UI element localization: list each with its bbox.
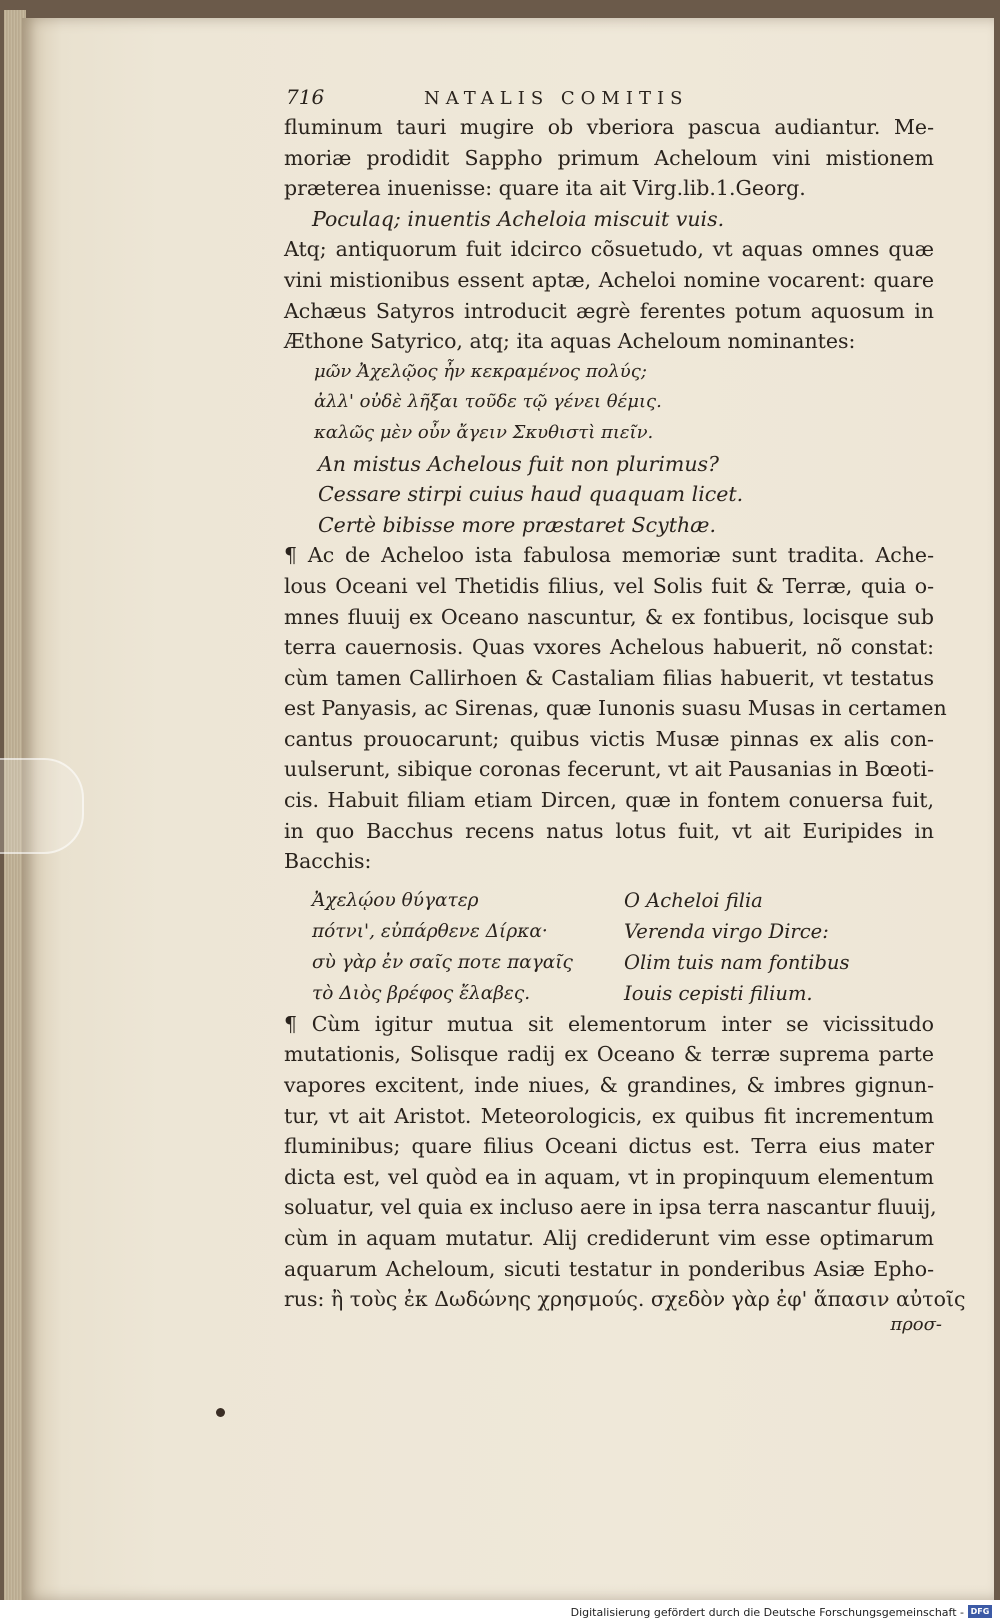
text-line: Atq; antiquorum fuit idcirco cõsuetudo, vt aquas omnes quæ xyxy=(284,237,934,262)
greek-line: μῶν Ἀχελῷος ἦν κεκραμένος πολύς; xyxy=(314,360,647,382)
latin-column xyxy=(624,885,944,1009)
latin-verse-1 xyxy=(284,449,934,541)
text-line: in quo Bacchus recens natus lotus fuit, vt ait Euripides in xyxy=(284,818,934,843)
digitization-footer xyxy=(0,1600,1000,1624)
latin-line: Olim tuis nam fontibus xyxy=(624,950,850,974)
page-header xyxy=(284,78,934,112)
verse-line: Certè bibisse more præstaret Scythæ. xyxy=(318,512,716,537)
text-line: est Panyasis, ac Sirenas, quæ Iunonis suasu Musas in certamen xyxy=(284,696,947,721)
text-line: cis. Habuit filiam etiam Dircen, quæ in fontem conuersa fuit, xyxy=(284,788,934,813)
bilingual-verse xyxy=(284,885,934,1009)
dfg-logo: DFG xyxy=(968,1605,992,1618)
latin-line: O Acheloi filia xyxy=(624,888,763,912)
text-line: Achæus Satyros introducit ægrè ferentes potum aquosum in xyxy=(284,298,934,323)
page-clip xyxy=(0,758,84,854)
paragraph-2 xyxy=(284,234,934,356)
text-line: cùm tamen Callirhoen & Castaliam filias habuerit, vt testatus xyxy=(284,665,934,690)
text-line: vapores excitent, inde niues, & grandines, & imbres gignun- xyxy=(284,1073,934,1098)
text-line: dicta est, vel quòd ea in aquam, vt in propinquum elementum xyxy=(284,1164,934,1189)
text-line: Æthone Satyrico, atq; ita aquas Acheloum nominantes: xyxy=(284,329,856,354)
text-line: mutationis, Solisque radij ex Oceano & terræ suprema parte xyxy=(284,1042,934,1067)
verse-line: An mistus Achelous fuit non plurimus? xyxy=(318,451,720,476)
greek-line: καλῶς μὲν οὖν ἄγειν Σκυθιστὶ πιεῖν. xyxy=(314,421,654,443)
text-line: Bacchis: xyxy=(284,849,372,874)
folio-number: 716 xyxy=(286,85,325,109)
text-line: rus: ἢ τοὺς ἐκ Δωδώνης χρησμούς. σχεδὸν γὰρ ἐφ' ἅπασιν αὐτοῖς xyxy=(284,1287,966,1312)
latin-line: Iouis cepisti filium. xyxy=(624,981,813,1005)
text-line: ¶ Ac de Acheloo ista fabulosa memoriæ sunt tradita. Ache- xyxy=(284,543,934,568)
text-line: tur, vt ait Aristot. Meteorologicis, ex quibus fit incrementum xyxy=(284,1103,934,1128)
greek-column xyxy=(312,885,612,1009)
verse-line: Cessare stirpi cuius haud quaquam licet. xyxy=(318,482,744,507)
text-line: uulserunt, sibique coronas fecerunt, vt ait Pausanias in Bœoti- xyxy=(284,757,934,782)
text-line: soluatur, vel quia ex incluso aere in ipsa terra nascantur fluuij, xyxy=(284,1195,937,1220)
paragraph-1 xyxy=(284,112,934,204)
catchword-tail: προσ- xyxy=(890,1314,942,1335)
latin-line: Verenda virgo Dirce: xyxy=(624,919,829,943)
greek-line: ἀλλ' οὐδὲ λῆξαι τοῦδε τῷ γένει θέμις. xyxy=(314,391,662,413)
running-title: NATALIS COMITIS xyxy=(424,88,689,109)
text-line: lous Oceani vel Thetidis filius, vel Solis fuit & Terræ, quia o- xyxy=(284,573,934,598)
paragraph-4 xyxy=(284,1009,966,1315)
greek-line: πότνι', εὐπάρθενε Δίρκα· xyxy=(312,920,548,942)
text-line: terra cauernosis. Quas vxores Achelous habuerit, nõ constat: xyxy=(284,635,934,660)
text-line: fluminum tauri mugire ob vberiora pascua audiantur. Me- xyxy=(284,115,934,139)
text-line: fluminibus; quare filius Oceani dictus est. Terra eius mater xyxy=(284,1134,934,1159)
text-line: vini mistionibus essent aptæ, Acheloi nomine vocarent: quare xyxy=(284,267,934,292)
footer-credit: Digitalisierung gefördert durch die Deutsche Forschungsgemeinschaft - xyxy=(570,1606,964,1619)
text-line: mnes fluuij ex Oceano nascuntur, & ex fontibus, locisque sub xyxy=(284,604,934,629)
text-line: cantus prouocarunt; quibus victis Musæ pinnas ex alis con- xyxy=(284,726,934,751)
greek-verse-1 xyxy=(284,357,934,449)
text-line: præterea inuenisse: quare ita ait Virg.lib.1.Georg. xyxy=(284,176,806,201)
greek-line: σὺ γὰρ ἐν σαῖς ποτε παγαῖς xyxy=(312,951,573,973)
virgil-quote: Poculaq; inuentis Acheloia miscuit vuis. xyxy=(312,206,725,231)
page-text xyxy=(284,78,966,1315)
greek-line: Ἀχελῴου θύγατερ xyxy=(312,889,479,911)
text-line: cùm in aquam mutatur. Alij crediderunt vim esse optimarum xyxy=(284,1226,934,1250)
text-line: ¶ Cùm igitur mutua sit elementorum inter se vicissitudo xyxy=(284,1011,934,1036)
greek-line: τὸ Διὸς βρέφος ἔλαβες. xyxy=(312,982,531,1004)
text-line: aquarum Acheloum, sicuti testatur in ponderibus Asiæ Epho- xyxy=(284,1256,934,1281)
text-line: moriæ prodidit Sappho primum Acheloum vini mistionem xyxy=(284,145,934,170)
paragraph-3 xyxy=(284,540,947,877)
ink-spot xyxy=(216,1408,225,1417)
